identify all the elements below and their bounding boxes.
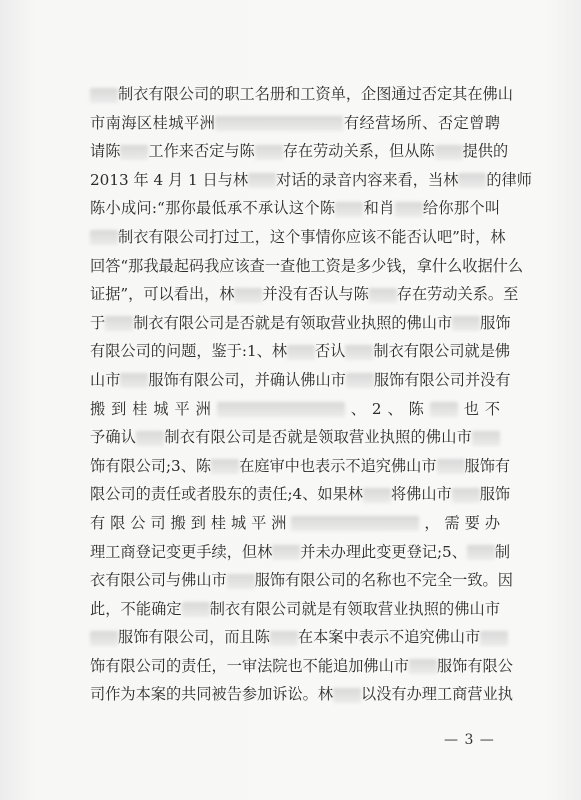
body-line	[90, 137, 509, 166]
redaction-blur	[217, 402, 345, 417]
text-run: 存在劳动关系。至	[396, 285, 519, 304]
redaction-blur	[346, 373, 374, 388]
text-run: 、2、陈	[344, 399, 430, 418]
text-run: 陈小成问:“那你最低承不承认这个陈	[90, 199, 336, 218]
redaction-blur	[369, 288, 397, 303]
redaction-blur	[435, 145, 463, 160]
redaction-blur	[467, 545, 495, 560]
body-line	[90, 395, 500, 424]
text-run: 制衣有限公司就是佛	[373, 342, 511, 361]
redaction-blur	[270, 631, 298, 646]
text-run: 服饰	[480, 313, 511, 332]
text-run: 也不	[457, 399, 501, 418]
body-line	[90, 652, 513, 681]
text-run: 存在劳动关系，但从陈	[282, 142, 435, 161]
text-run: 制衣有限公司就是有领取营业执照的佛山市	[209, 599, 501, 618]
text-run: 有经营场所、否定曾聘	[343, 113, 501, 132]
body-line	[90, 252, 524, 281]
body-line	[90, 423, 500, 452]
body-line	[90, 109, 500, 138]
redaction-blur	[136, 431, 164, 446]
body-line	[90, 194, 500, 223]
text-run: 2013 年 4 月 1 日与林	[90, 170, 249, 189]
text-run: 于	[90, 313, 106, 332]
redaction-blur	[105, 316, 133, 331]
text-run: 市南海区桂城平洲	[90, 113, 216, 132]
text-run: 制衣有限公司的职工名册和工资单，企图通过否定其在佛山	[118, 85, 513, 103]
body-line	[90, 452, 511, 481]
text-run: 并没有否认与陈	[262, 285, 369, 304]
redaction-blur	[90, 631, 118, 646]
page-number: — 3 —	[444, 732, 495, 748]
text-run: 饰有限公司;3、陈	[90, 456, 212, 475]
redaction-blur	[248, 173, 276, 188]
text-run: 有限公司的问题，鉴于:1、林	[90, 342, 288, 361]
body-line	[90, 280, 519, 309]
text-run: 制衣有限公司是否就是领取营业执照的佛山市	[164, 428, 473, 447]
redaction-blur	[335, 202, 363, 217]
redaction-blur	[452, 316, 480, 331]
redaction-blur	[234, 288, 262, 303]
text-run: 请陈	[90, 142, 121, 161]
text-run: 服饰	[479, 485, 511, 504]
redaction-blur	[363, 488, 391, 503]
redaction-blur	[345, 345, 373, 360]
text-run: 限公司的责任或者股东的责任;4、如果林	[90, 485, 363, 504]
body-line	[90, 80, 513, 109]
body-line	[90, 566, 513, 595]
text-run: 证据”，可以看出，林	[90, 285, 235, 304]
text-run: 理工商登记变更手续，但林	[90, 542, 273, 561]
text-run: 此，不能确定	[90, 599, 182, 618]
redaction-blur	[120, 373, 148, 388]
text-run: 搬到桂城平洲	[90, 399, 217, 418]
body-line	[90, 166, 532, 195]
redaction-blur	[272, 545, 300, 560]
text-run: 服饰有限公司，而且陈	[118, 628, 270, 647]
text-run: 服饰有	[464, 456, 511, 475]
redaction-blur	[90, 88, 118, 103]
body-line	[90, 538, 511, 567]
text-run: 制衣有限公司是否就是有领取营业执照的佛山市	[133, 313, 453, 332]
body-line	[90, 309, 511, 338]
redaction-blur	[437, 459, 465, 474]
text-run: 衣有限公司与佛山市	[90, 571, 227, 590]
text-run: ，需要办	[419, 513, 501, 532]
text-run: 给你那个叫	[422, 199, 501, 218]
text-run: 提供的	[462, 142, 509, 161]
document-body	[90, 80, 532, 709]
redaction-blur	[215, 116, 343, 131]
body-line	[90, 223, 506, 252]
text-run: 制	[494, 542, 511, 561]
redaction-blur	[291, 516, 419, 531]
text-run: 制衣有限公司打过工，这个事情你应该不能否认吧”时，林	[118, 227, 506, 246]
redaction-blur	[90, 230, 118, 245]
text-run: 的律师	[486, 170, 532, 189]
text-run: 服饰有限公司的名称也不完全一致。因	[254, 571, 513, 590]
redaction-blur	[227, 574, 255, 589]
text-run: 服饰有限公	[436, 656, 513, 675]
redaction-blur	[452, 488, 480, 503]
redaction-blur	[255, 145, 283, 160]
text-run: 否认	[315, 342, 346, 361]
text-run: 有限公司搬到桂城平洲	[90, 513, 292, 532]
redaction-blur	[395, 202, 423, 217]
text-run: 饰有限公司的责任，一审法院也不能追加佛山市	[90, 656, 409, 675]
body-line	[90, 366, 511, 395]
body-line	[90, 595, 500, 624]
text-run: 将佛山市	[390, 485, 452, 504]
text-run: 在庭审中也表示不追究佛山市	[239, 456, 437, 475]
text-run: 以没有办理工商营业执	[361, 685, 513, 704]
body-line	[90, 337, 511, 366]
redaction-blur	[120, 145, 148, 160]
body-line	[90, 509, 500, 538]
redaction-blur	[472, 431, 500, 446]
body-line	[90, 623, 500, 652]
body-line	[90, 680, 513, 709]
text-run: 回答“那我最起码我应该查一查他工资是多少钱，拿什么收据什么	[90, 256, 524, 275]
text-run: 并未办理此变更登记;5、	[300, 542, 467, 561]
redaction-blur	[458, 173, 486, 188]
text-run: 服饰有限公司，并确认佛山市	[148, 370, 346, 389]
text-run: 予确认	[90, 428, 137, 447]
text-run: 对话的录音内容来看，当林	[276, 170, 459, 189]
redaction-blur	[480, 631, 508, 646]
text-run: 在本案中表示不追究佛山市	[297, 628, 481, 647]
redaction-blur	[430, 402, 458, 417]
text-run: 司作为本案的共同被告参加诉讼。林	[90, 685, 333, 704]
text-run: 和肖	[363, 199, 395, 218]
text-run: 服饰有限公司并没有	[373, 370, 511, 389]
text-run: 工作来否定与陈	[148, 142, 255, 161]
redaction-blur	[211, 459, 239, 474]
redaction-blur	[333, 688, 361, 703]
body-line	[90, 480, 511, 509]
redaction-blur	[409, 659, 437, 674]
text-run: 山市	[90, 370, 121, 389]
redaction-blur	[182, 602, 210, 617]
redaction-blur	[287, 345, 315, 360]
